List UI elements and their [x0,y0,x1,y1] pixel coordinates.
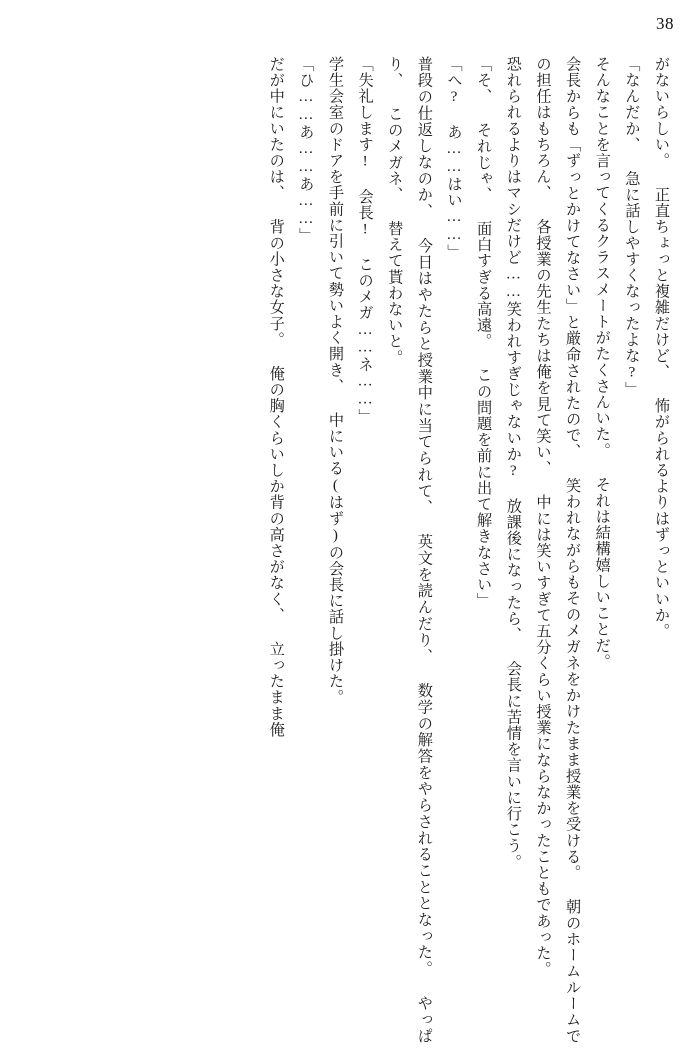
page-number: 38 [656,14,674,33]
paragraph: 「ひ……あ……あ……」 [297,56,315,244]
paragraph: 普段の仕返しなのか、 今日はやたらと授業中に当てられて、 英文を読んだり、 数学の解答をやらされることとなった。 やっぱり、 このメガネ、 替えて貰わないと。 [386,56,433,1044]
paragraph: 学生会室のドアを手前に引いて勢いよく開き、 中にいる(はず)の会長に話し掛けた。 [326,56,344,706]
paragraph: だが中にいたのは、 背の小さな女子。 俺の胸くらいしか背の高さがなく、 立ったまま俺 [267,56,285,738]
paragraph: 恐れられるよりはマシだけど……笑われすぎじゃないか? 放課後になったら、 会長に苦情を言いに行こう。 [504,56,522,870]
page-body-text [24,56,676,1044]
paragraph: がないらしい。 正直ちょっと複雑だけど、 怖がられるよりはずっといいか。 [653,56,670,640]
paragraph: 「へ? あ……はい……」 [445,56,463,260]
paragraph: そんなことを言ってくるクラスメートがたくさんいた。 それは結構嬉しいことだ。 [593,56,611,670]
paragraph: 「なんだか、 急に話しやすくなったよな?」 [623,56,641,398]
paragraph: 「そ、 それじゃ、 面白すぎる高遠。 この問題を前に出て解きなさい」 [475,56,493,609]
paragraph: 「失礼します! 会長! このメガ……ネ……」 [356,56,374,425]
paragraph: 会長からも「ずっとかけてなさい」と厳命されたので、 笑われながらもそのメガネをかけたまま授業を受ける。 朝のホームルームでの担任はもちろん、 各授業の先生たちは俺を見て笑い、 中には笑いすぎて五分くらい授業にならなかったこともであった。 [534,56,582,1044]
